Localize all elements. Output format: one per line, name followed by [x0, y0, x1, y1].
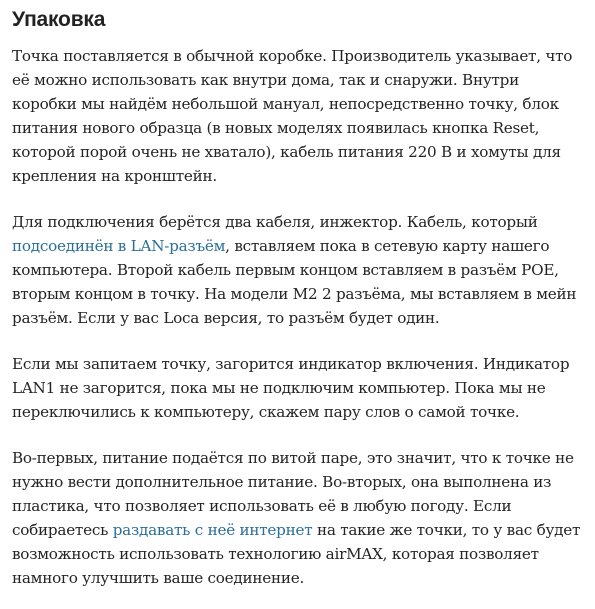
paragraph-text: , вставляем пока в сетевую карту нашего компьютера. Второй кабель первым концом вставляем в разъём POE, вторым концом в точку. На модели M2 2 разъёма, мы вставляем в мейн разъём. Если у вас Loca версия, то разъём будет один. [12, 237, 577, 327]
paragraph-text: Точка поставляется в обычной коробке. Производитель указывает, что её можно использовать как внутри дома, так и снаружи. Внутри коробки мы найдём небольшой мануал, непосредственно точку, блок питания нового образца (в новых моделях появилась кнопка Reset, которой порой очень не хватало), кабель питания 220 В и хомуты для крепления на кронштейн. [12, 47, 573, 185]
paragraph-text: Если мы запитаем точку, загорится индикатор включения. Индикатор LAN1 не загорится, пока мы не подключим компьютер. Пока мы не переключились к компьютеру, скажем пару слов о самой точке. [12, 355, 570, 421]
paragraph-text: Во-первых, питание подаётся по витой паре, это значит, что к точке не нужно вести дополнительное питание. Во-вторых, она выполнена из пластика, что позволяет использовать её в любую погоду. Если собираетесь [12, 449, 574, 539]
paragraph-indicators [12, 352, 583, 424]
section-title: Упаковка [12, 8, 106, 31]
lan-port-link[interactable]: подсоединён в LAN-разъём [12, 237, 226, 255]
paragraph-packaging [12, 44, 583, 188]
paragraph-connection [12, 210, 583, 330]
paragraph-text: на такие же точки, то у вас будет возможность использовать технологию airMAX, которая позволяет намного улучшить ваше соединение. [12, 521, 581, 587]
paragraph-features [12, 446, 583, 590]
share-internet-link[interactable]: раздавать с неё интернет [112, 521, 313, 539]
paragraph-text: Для подключения берётся два кабеля, инжектор. Кабель, который [12, 213, 538, 231]
